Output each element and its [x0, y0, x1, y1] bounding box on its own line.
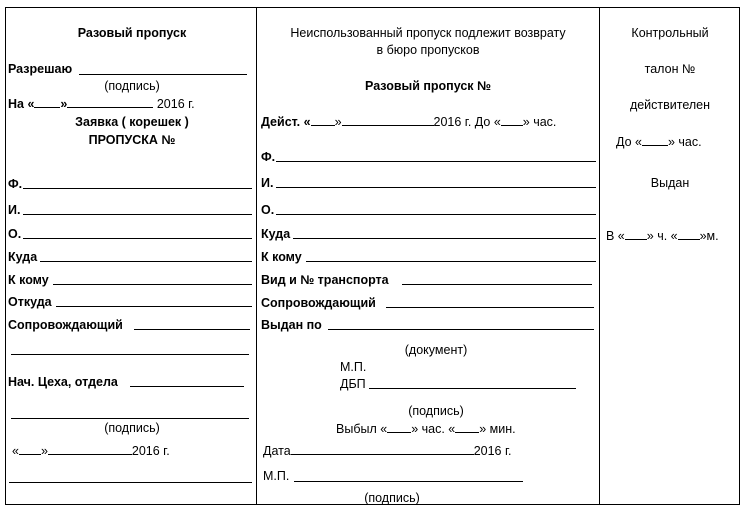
- control-at-minutes-blank[interactable]: [678, 228, 700, 240]
- pass-patronymic-label: О.: [261, 203, 275, 217]
- stub-head-line[interactable]: [130, 386, 244, 387]
- pass-left-minutes-label: » мин.: [479, 422, 516, 436]
- pass-valid-hours: » час.: [522, 115, 557, 129]
- stub-bottom-date-day-blank[interactable]: [19, 443, 41, 455]
- control-until-close: » час.: [667, 135, 702, 149]
- stub-bottom-date-year: 2016 г.: [131, 444, 170, 458]
- pass-to-whom-label: К кому: [261, 250, 302, 264]
- stub-bottom-date-sep: »: [40, 444, 48, 458]
- return-note-line-2: в бюро пропусков: [376, 43, 480, 57]
- allow-label: Разрешаю: [8, 62, 73, 76]
- pass-dbp-label: ДБП: [340, 377, 366, 391]
- pass-destination-line[interactable]: [293, 238, 596, 239]
- column-divider-2: [599, 7, 600, 505]
- pass-transport-label: Вид и № транспорта: [261, 273, 389, 287]
- stub-head-signature-caption: (подпись): [104, 421, 160, 435]
- stub-patronymic-label: О.: [8, 227, 22, 241]
- stub-from-label: Откуда: [8, 295, 52, 309]
- pass-left-label: Выбыл «: [336, 422, 388, 436]
- stub-bottom-date-open: «: [12, 444, 19, 458]
- pass-valid-until-blank[interactable]: [501, 114, 523, 126]
- stub-date-row: [8, 96, 195, 111]
- stub-to-whom-line[interactable]: [53, 284, 252, 285]
- control-until-blank[interactable]: [642, 134, 668, 146]
- pass-left-hours-blank[interactable]: [387, 421, 411, 433]
- stub-date-day-blank[interactable]: [34, 96, 60, 108]
- control-title: Контрольный: [631, 26, 709, 40]
- pass-surname-label: Ф.: [261, 150, 276, 164]
- allow-signature-line[interactable]: [79, 74, 247, 75]
- pass-name-line[interactable]: [276, 187, 596, 188]
- pass-surname-line[interactable]: [276, 161, 596, 162]
- pass-valid-day-blank[interactable]: [311, 114, 335, 126]
- control-until-row: [616, 134, 702, 149]
- pass-destination-label: Куда: [261, 227, 291, 241]
- stub-escort-label: Сопровождающий: [8, 318, 123, 332]
- pass-escort-label: Сопровождающий: [261, 296, 376, 310]
- pass-date-row: [263, 443, 511, 458]
- control-at-hours-label: » ч. «: [646, 229, 678, 243]
- pass-valid-row: [261, 114, 556, 129]
- control-valid-label: действителен: [629, 98, 711, 112]
- pass-valid-month-blank[interactable]: [342, 114, 434, 126]
- pass-date-year: 2016 г.: [473, 444, 512, 458]
- control-at-open: В «: [606, 229, 625, 243]
- stub-surname-line[interactable]: [23, 188, 252, 189]
- stub-date-year: 2016 г.: [156, 97, 195, 111]
- pass-transport-line[interactable]: [402, 284, 592, 285]
- pass-date-label: Дата: [263, 444, 291, 458]
- pass-valid-label: Дейст. «: [261, 115, 311, 129]
- stub-head-signature-line[interactable]: [11, 418, 249, 419]
- stub-bottom-line[interactable]: [9, 482, 252, 483]
- pass-escort-line[interactable]: [386, 307, 594, 308]
- stub-patronymic-line[interactable]: [23, 238, 252, 239]
- pass-name-label: И.: [261, 176, 274, 190]
- control-until-open: До «: [616, 135, 642, 149]
- stub-date-prefix: На «: [8, 97, 35, 111]
- pass-patronymic-line[interactable]: [276, 214, 596, 215]
- stub-name-label: И.: [8, 203, 21, 217]
- stub-from-line[interactable]: [56, 306, 252, 307]
- control-talon-number: талон №: [644, 62, 696, 76]
- control-at-hours-blank[interactable]: [625, 228, 647, 240]
- stub-to-whom-label: К кому: [8, 273, 49, 287]
- pass-stamp-2: М.П.: [263, 469, 290, 483]
- return-note-line-1: Неиспользованный пропуск подлежит возврату: [290, 26, 566, 40]
- stub-date-month-blank[interactable]: [67, 96, 153, 108]
- pass-to-whom-line[interactable]: [306, 261, 596, 262]
- allow-signature-caption: (подпись): [104, 79, 160, 93]
- stub-bottom-date-row: [12, 443, 170, 458]
- stub-surname-label: Ф.: [8, 177, 23, 191]
- stub-name-line[interactable]: [23, 214, 252, 215]
- control-at-row: [606, 228, 719, 243]
- pass-left-hours-label: » час. «: [411, 422, 456, 436]
- pass-dbp-signature-caption: (подпись): [408, 404, 464, 418]
- pass-document-caption: (документ): [404, 343, 468, 357]
- pass-title: Разовый пропуск №: [365, 79, 491, 93]
- pass-dbp-line[interactable]: [369, 388, 576, 389]
- stub-destination-label: Куда: [8, 250, 38, 264]
- pass-valid-sep: »: [334, 115, 342, 129]
- control-at-minutes-label: »м.: [699, 229, 719, 243]
- stub-pass-number-label: ПРОПУСКА №: [88, 133, 176, 147]
- column-divider-1: [256, 7, 257, 505]
- stub-escort-extra-line[interactable]: [11, 354, 249, 355]
- stub-bottom-date-month-blank[interactable]: [48, 443, 132, 455]
- stub-title: Разовый пропуск: [77, 26, 187, 40]
- pass-issued-by-line[interactable]: [328, 329, 594, 330]
- stub-head-label: Нач. Цеха, отдела: [8, 375, 118, 389]
- request-title: Заявка ( корешек ): [75, 115, 189, 129]
- pass-left-minutes-blank[interactable]: [455, 421, 479, 433]
- stub-destination-line[interactable]: [40, 261, 252, 262]
- pass-valid-year: 2016 г. До «: [433, 115, 501, 129]
- pass-bottom-signature-caption: (подпись): [364, 491, 420, 505]
- pass-stamp-line[interactable]: [294, 481, 523, 482]
- stub-escort-line[interactable]: [134, 329, 250, 330]
- pass-stamp-1: М.П.: [340, 360, 367, 374]
- pass-date-blank[interactable]: [291, 443, 474, 455]
- stub-date-sep: »: [60, 97, 68, 111]
- pass-left-row: [336, 421, 516, 436]
- control-issued-label: Выдан: [650, 176, 690, 190]
- pass-issued-by-label: Выдан по: [261, 318, 322, 332]
